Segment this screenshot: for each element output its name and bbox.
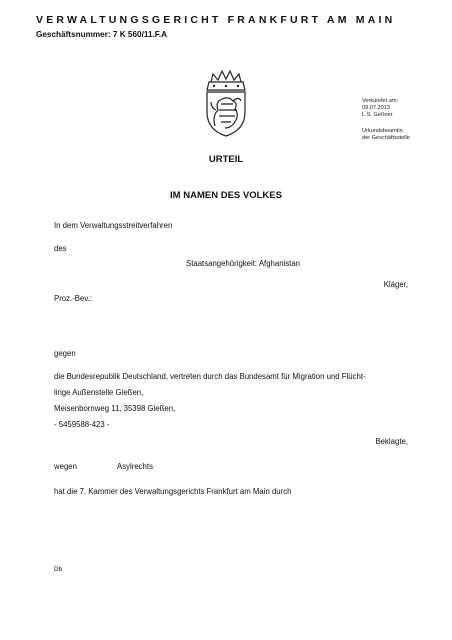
wegen-label: wegen <box>54 462 77 471</box>
file-reference: - 5459588-423 - <box>54 420 110 429</box>
footer-initials: Db <box>54 566 63 573</box>
clerk-title: Urkundsbeamtin <box>362 128 403 134</box>
court-name: VERWALTUNGSGERICHT FRANKFURT AM MAIN <box>36 14 396 26</box>
defendant-line-2: linge Außenstelle Gießen, <box>54 388 144 397</box>
proceedings-intro: In dem Verwaltungsstreitverfahren <box>54 221 173 230</box>
announcement-clerk: L.S. Geßner <box>362 112 393 118</box>
announcement-date: 09.07.2013 <box>362 105 390 111</box>
clerk-office: der Geschäftsstelle <box>362 135 410 141</box>
judgment-title: URTEIL <box>208 154 244 165</box>
gegen-label: gegen <box>54 349 76 358</box>
plaintiff-nationality: Staatsangehörigkeit: Afghanistan <box>186 259 301 268</box>
counsel-label: Proz.-Bev.: <box>54 294 92 303</box>
announcement-label: Verkündet am: <box>362 98 399 104</box>
plaintiff-role: Kläger, <box>383 280 408 289</box>
in-the-name-of-the-people: IM NAMEN DES VOLKES <box>170 190 282 201</box>
hesse-coat-of-arms-seal <box>199 68 253 138</box>
case-number: Geschäftsnummer: 7 K 560/11.F.A <box>36 30 168 39</box>
defendant-address: Meisenbornweg 11, 35398 Gießen, <box>54 404 176 413</box>
defendant-role: Beklagte, <box>375 437 408 446</box>
defendant-line-1: die Bundesrepublik Deutschland, vertreten durch das Bundesamt für Migration und Flücht- <box>54 372 366 381</box>
case-subject: Asylrechts <box>117 462 153 471</box>
chamber-line: hat die 7. Kammer des Verwaltungsgerichts Frankfurt am Main durch <box>54 487 292 496</box>
des-label: des <box>54 244 67 253</box>
